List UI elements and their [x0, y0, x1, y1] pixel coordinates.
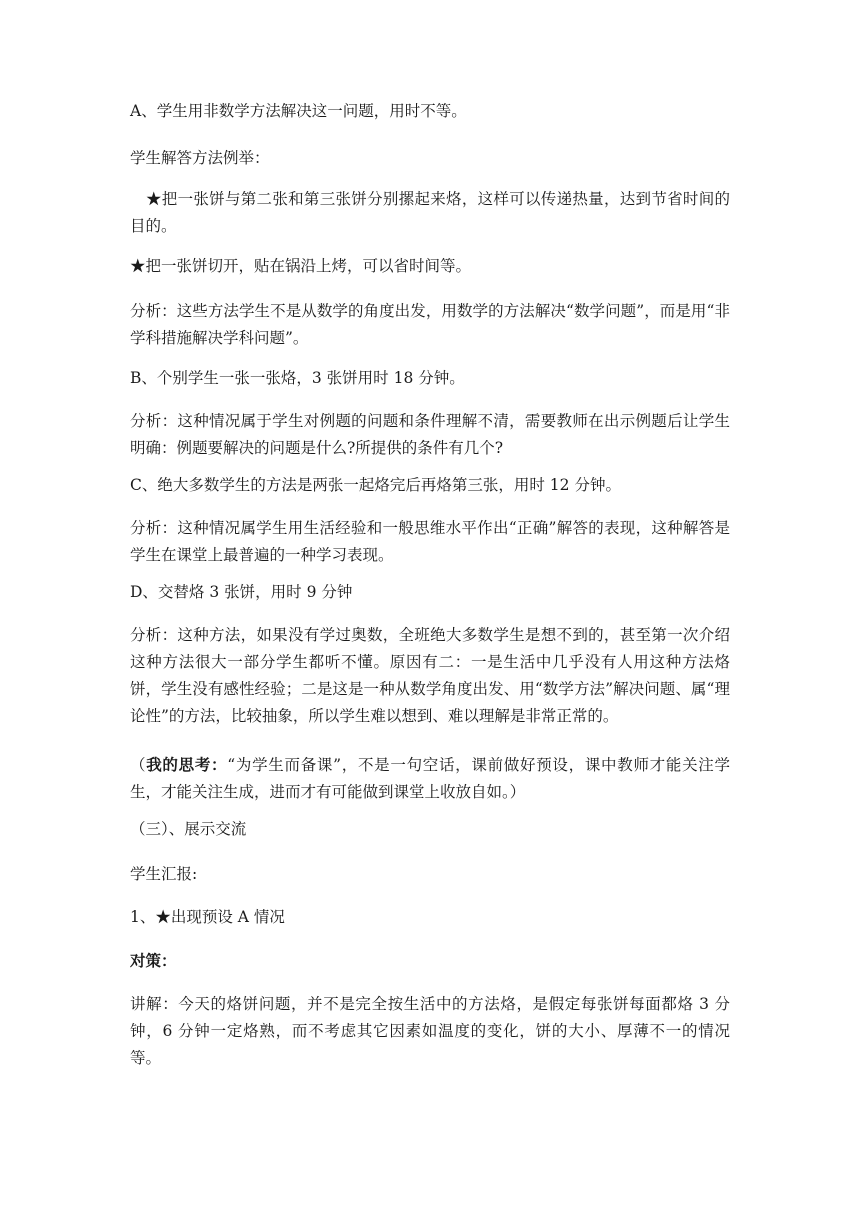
- paragraph-a: A、学生用非数学方法解决这一问题，用时不等。: [130, 102, 467, 120]
- paragraph-explanation: 讲解：今天的烙饼问题，并不是完全按生活中的方法烙，是假定每张饼每面都烙 3 分钟，6 分钟一定烙熟，而不考虑其它因素如温度的变化，饼的大小、厚薄不一的情况等。: [130, 995, 730, 1067]
- paragraph-case-1: 1、★出现预设 A 情况: [130, 908, 285, 926]
- paragraph-analysis-a: 分析：这些方法学生不是从数学的角度出发，用数学的方法解决“数学问题”，而是用“非学科措施解决学科问题”。: [130, 302, 730, 347]
- reflection-open: （: [130, 756, 147, 774]
- paragraph-reflection: [130, 751, 730, 806]
- section-heading-3: （三）、展示交流: [130, 820, 247, 838]
- paragraph-c: C、绝大多数学生的方法是两张一起烙完后再烙第三张，用时 12 分钟。: [130, 476, 621, 494]
- paragraph-countermeasure: 对策：: [130, 951, 177, 970]
- paragraph-report: 学生汇报:: [130, 865, 198, 883]
- paragraph-analysis-d: 分析：这种方法，如果没有学过奥数，全班绝大多数学生是想不到的，甚至第一次介绍这种方法很大一部分学生都听不懂。原因有二：一是生活中几乎没有人用这种方法烙饼，学生没有感性经验；二是这是一种从数学角度出发、用“数学方法”解决问题、属“理论性”的方法，比较抽象，所以学生难以想到、难以理解是非常正常的。: [130, 626, 730, 725]
- reflection-text: “为学生而备课”，不是一句空话，课前做好预设，课中教师才能关注学生，才能关注生成，进而才有可能做到课堂上收放自如。）: [130, 756, 730, 801]
- reflection-label: 我的思考：: [146, 755, 228, 774]
- paragraph-analysis-b: 分析：这种情况属于学生对例题的问题和条件理解不清，需要教师在出示例题后让学生明确：例题要解决的问题是什么?所提供的条件有几个?: [130, 412, 730, 457]
- paragraph-d: D、交替烙 3 张饼，用时 9 分钟: [130, 583, 353, 601]
- paragraph-example-1: ★把一张饼与第二张和第三张饼分别摞起来烙，这样可以传递热量，达到节省时间的目的。: [130, 190, 730, 235]
- paragraph-examples-heading: 学生解答方法例举：: [130, 149, 270, 167]
- paragraph-b: B、个别学生一张一张烙，3 张饼用时 18 分钟。: [130, 369, 465, 387]
- paragraph-analysis-c: 分析：这种情况属学生用生活经验和一般思维水平作出“正确”解答的表现，这种解答是学生在课堂上最普遍的一种学习表现。: [130, 519, 730, 564]
- paragraph-example-2: ★把一张饼切开，贴在锅沿上烤，可以省时间等。: [130, 257, 472, 275]
